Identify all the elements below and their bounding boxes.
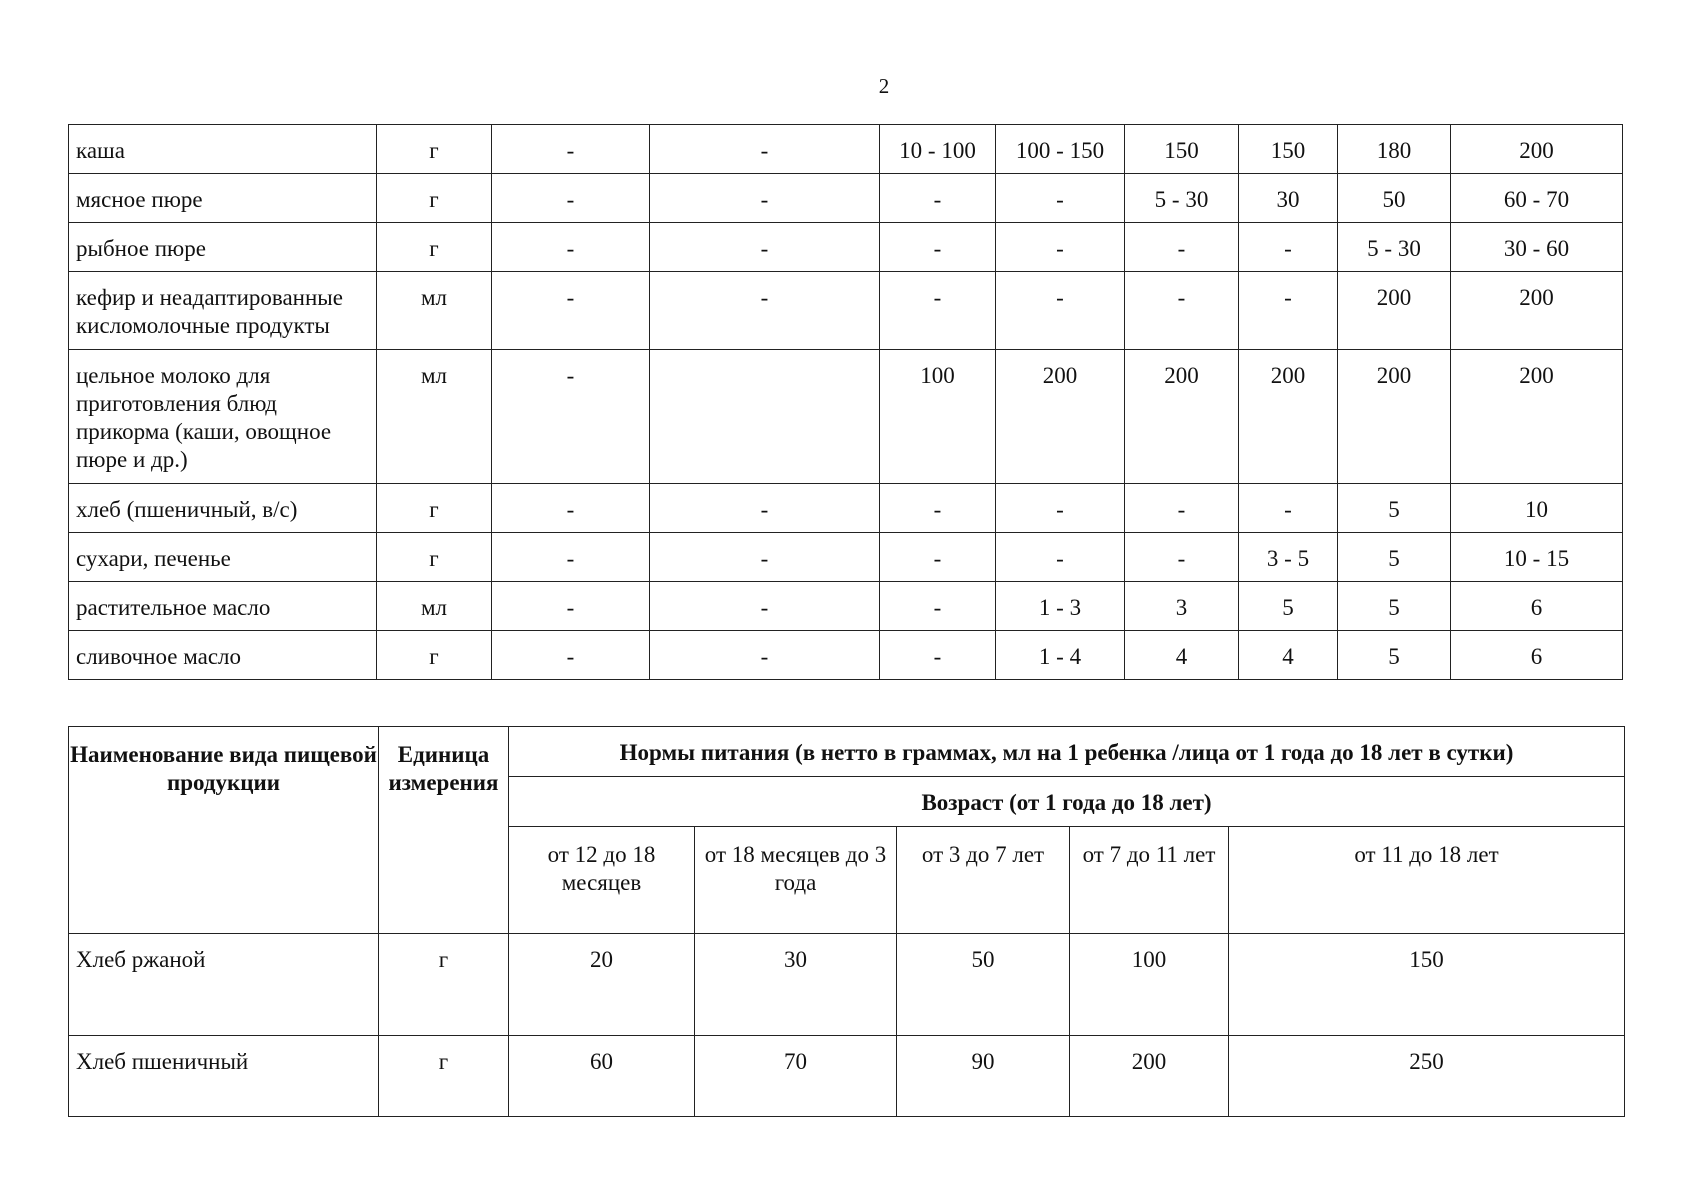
norm-value: -	[1125, 533, 1239, 582]
norm-value: 70	[695, 1036, 897, 1117]
norm-value: -	[1125, 272, 1239, 350]
product-name: каша	[69, 125, 377, 174]
norm-value: -	[492, 631, 650, 680]
norm-value: -	[650, 582, 880, 631]
product-name: рыбное пюре	[69, 223, 377, 272]
norm-value: 100	[880, 350, 996, 484]
table-row	[69, 582, 1623, 631]
norm-value: 4	[1125, 631, 1239, 680]
unit: мл	[377, 272, 492, 350]
norm-value: 3 - 5	[1239, 533, 1338, 582]
norm-value: 180	[1338, 125, 1451, 174]
unit: г	[377, 484, 492, 533]
page-number: 2	[878, 74, 890, 98]
norm-value: -	[492, 174, 650, 223]
norm-value: 50	[897, 934, 1070, 1036]
unit: мл	[377, 350, 492, 484]
table-row	[69, 272, 1623, 350]
unit: г	[377, 223, 492, 272]
norm-value: 250	[1229, 1036, 1625, 1117]
norm-value: 200	[1125, 350, 1239, 484]
table-row	[69, 631, 1623, 680]
norm-value: -	[880, 582, 996, 631]
unit: г	[377, 125, 492, 174]
header-unit: Единица измерения	[379, 727, 509, 934]
norm-value: -	[492, 223, 650, 272]
norm-value: 5	[1338, 582, 1451, 631]
norm-value: 200	[1451, 125, 1623, 174]
norm-value: 10 - 100	[880, 125, 996, 174]
age-group-header: от 3 до 7 лет	[897, 827, 1070, 934]
norm-value: -	[650, 631, 880, 680]
norm-value: 200	[996, 350, 1125, 484]
norm-value: 100 - 150	[996, 125, 1125, 174]
table-row	[69, 934, 1625, 1036]
header-age: Возраст (от 1 года до 18 лет)	[509, 777, 1625, 827]
norm-value: 6	[1451, 582, 1623, 631]
norm-value: 150	[1229, 934, 1625, 1036]
norm-value: 6	[1451, 631, 1623, 680]
norm-value: -	[880, 533, 996, 582]
table-row	[69, 174, 1623, 223]
norm-value: -	[492, 272, 650, 350]
norm-value: 150	[1125, 125, 1239, 174]
norm-value: -	[880, 272, 996, 350]
norm-value: 60	[509, 1036, 695, 1117]
norm-value: 200	[1338, 350, 1451, 484]
norm-value: 200	[1338, 272, 1451, 350]
norm-value: 30 - 60	[1451, 223, 1623, 272]
norm-value: 5	[1239, 582, 1338, 631]
norm-value: -	[880, 174, 996, 223]
nutrition-table-1-18	[68, 726, 1625, 1117]
age-group-header: от 12 до 18 месяцев	[509, 827, 695, 934]
norm-value: -	[650, 272, 880, 350]
unit: г	[379, 934, 509, 1036]
norm-value: 10	[1451, 484, 1623, 533]
product-name: мясное пюре	[69, 174, 377, 223]
norm-value: 4	[1239, 631, 1338, 680]
norm-value: -	[880, 223, 996, 272]
table-row	[69, 1036, 1625, 1117]
header-norms: Нормы питания (в нетто в граммах, мл на 1 ребенка /лица от 1 года до 18 лет в сутки)	[509, 727, 1625, 777]
age-group-header: от 7 до 11 лет	[1070, 827, 1229, 934]
norm-value: 200	[1451, 272, 1623, 350]
norm-value: -	[1239, 223, 1338, 272]
norm-value: -	[1239, 272, 1338, 350]
norm-value: 5 - 30	[1125, 174, 1239, 223]
table-row	[69, 533, 1623, 582]
norm-value: 30	[1239, 174, 1338, 223]
norm-value: -	[996, 484, 1125, 533]
product-name: Хлеб ржаной	[69, 934, 379, 1036]
product-name: сливочное масло	[69, 631, 377, 680]
norm-value: 100	[1070, 934, 1229, 1036]
norm-value: -	[1125, 223, 1239, 272]
header-product-name: Наименование вида пищевой продукции	[69, 727, 379, 934]
norm-value: -	[650, 484, 880, 533]
table-row	[69, 350, 1623, 484]
norm-value: -	[996, 174, 1125, 223]
norm-value: 1 - 3	[996, 582, 1125, 631]
age-group-header: от 18 месяцев до 3 года	[695, 827, 897, 934]
unit: мл	[377, 582, 492, 631]
norm-value: 30	[695, 934, 897, 1036]
norm-value: -	[880, 484, 996, 533]
nutrition-table-infants	[68, 124, 1623, 680]
norm-value	[650, 350, 880, 484]
norm-value: 150	[1239, 125, 1338, 174]
norm-value: -	[996, 272, 1125, 350]
table-row	[69, 484, 1623, 533]
norm-value: 5	[1338, 533, 1451, 582]
norm-value: -	[650, 223, 880, 272]
norm-value: 10 - 15	[1451, 533, 1623, 582]
norm-value: 5	[1338, 631, 1451, 680]
product-name: сухари, печенье	[69, 533, 377, 582]
unit: г	[377, 174, 492, 223]
norm-value: 1 - 4	[996, 631, 1125, 680]
norm-value: -	[650, 125, 880, 174]
table-row	[69, 125, 1623, 174]
norm-value: -	[650, 174, 880, 223]
norm-value: -	[1239, 484, 1338, 533]
norm-value: 3	[1125, 582, 1239, 631]
norm-value: -	[492, 484, 650, 533]
norm-value: 20	[509, 934, 695, 1036]
norm-value: -	[492, 350, 650, 484]
norm-value: -	[492, 533, 650, 582]
norm-value: 5	[1338, 484, 1451, 533]
norm-value: 200	[1070, 1036, 1229, 1117]
unit: г	[379, 1036, 509, 1117]
norm-value: -	[996, 223, 1125, 272]
table-row	[69, 223, 1623, 272]
norm-value: -	[880, 631, 996, 680]
product-name: хлеб (пшеничный, в/с)	[69, 484, 377, 533]
unit: г	[377, 533, 492, 582]
norm-value: -	[1125, 484, 1239, 533]
norm-value: 200	[1451, 350, 1623, 484]
norm-value: 60 - 70	[1451, 174, 1623, 223]
unit: г	[377, 631, 492, 680]
product-name: цельное молоко для приготовления блюд прикорма (каши, овощное пюре и др.)	[69, 350, 377, 484]
norm-value: -	[650, 533, 880, 582]
norm-value: 90	[897, 1036, 1070, 1117]
norm-value: -	[492, 125, 650, 174]
product-name: растительное масло	[69, 582, 377, 631]
norm-value: -	[996, 533, 1125, 582]
age-group-header: от 11 до 18 лет	[1229, 827, 1625, 934]
norm-value: 50	[1338, 174, 1451, 223]
norm-value: 200	[1239, 350, 1338, 484]
norm-value: -	[492, 582, 650, 631]
product-name: Хлеб пшеничный	[69, 1036, 379, 1117]
norm-value: 5 - 30	[1338, 223, 1451, 272]
product-name: кефир и неадаптированные кисломолочные продукты	[69, 272, 377, 350]
